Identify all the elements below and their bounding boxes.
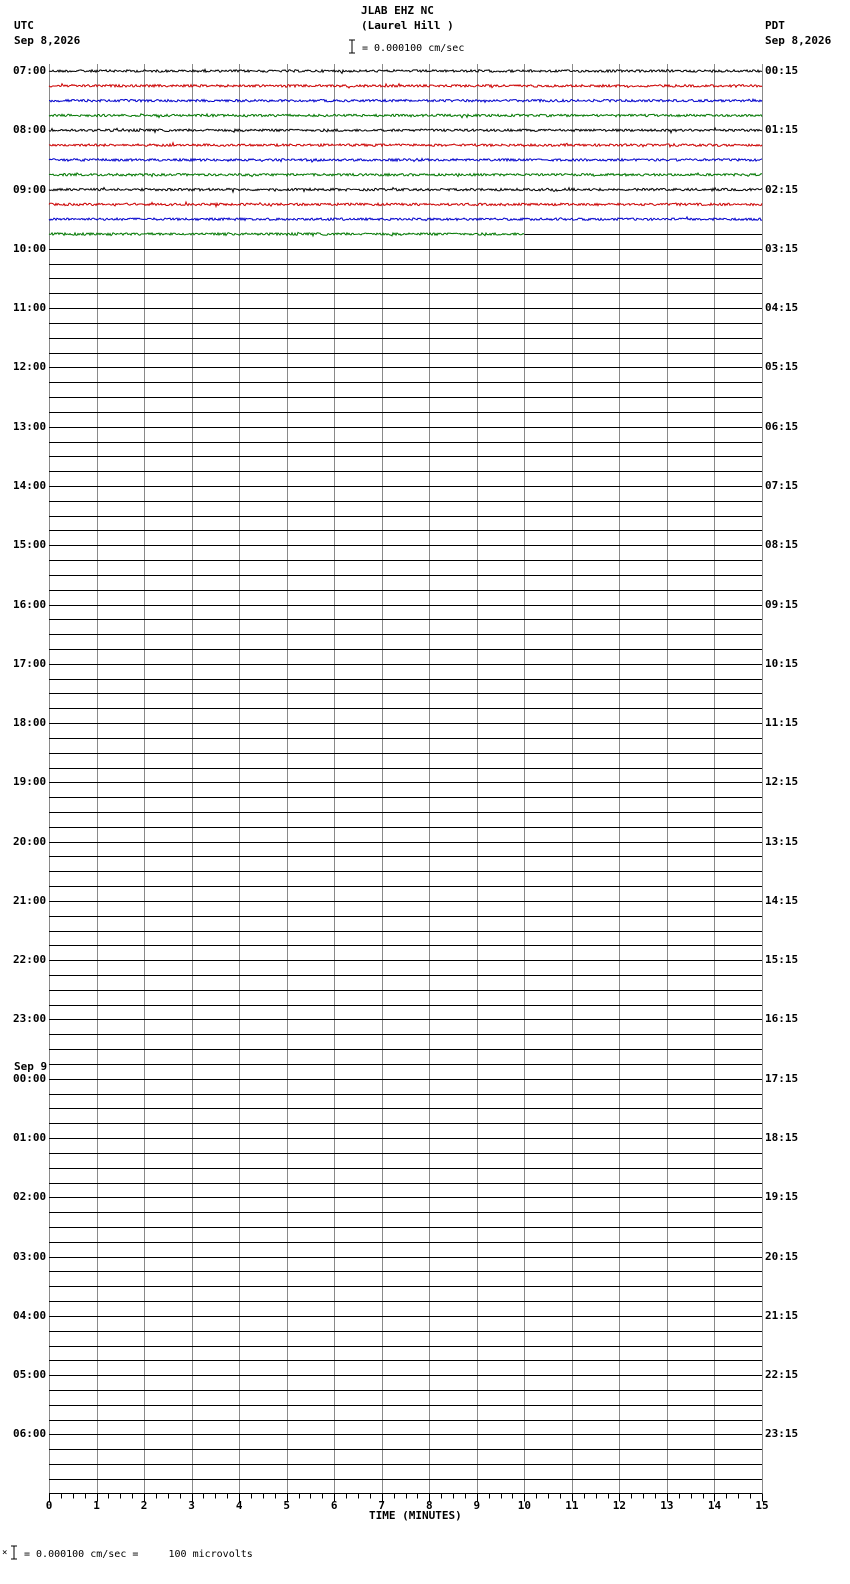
footer-marker-icon: × [2, 1548, 8, 1558]
left-timezone: UTC [14, 19, 34, 32]
utc-hour-label: 23:00 [13, 1012, 47, 1025]
utc-hour-label: 12:00 [13, 360, 47, 373]
pdt-hour-label: 22:15 [765, 1368, 799, 1381]
x-tick-label: 15 [755, 1499, 769, 1512]
left-date: Sep 8,2026 [14, 34, 81, 47]
utc-hour-label: 09:00 [13, 183, 47, 196]
utc-hour-label: 05:00 [13, 1368, 47, 1381]
pdt-hour-label: 07:15 [765, 479, 799, 492]
utc-hour-label: 04:00 [13, 1309, 47, 1322]
pdt-hour-label: 06:15 [765, 420, 799, 433]
utc-hour-label: 17:00 [13, 657, 47, 670]
seismic-trace [49, 143, 762, 147]
right-date: Sep 8,2026 [765, 34, 832, 47]
station-title: JLAB EHZ NC [361, 4, 434, 17]
utc-hour-label: 00:00 [13, 1072, 47, 1085]
footer-scale-bar-icon [10, 1545, 18, 1561]
pdt-hour-label: 23:15 [765, 1427, 799, 1440]
pdt-hour-label: 04:15 [765, 301, 799, 314]
pdt-hour-label: 21:15 [765, 1309, 799, 1322]
utc-hour-label: 18:00 [13, 716, 47, 729]
x-tick-label: 13 [660, 1499, 674, 1512]
x-tick-label: 5 [283, 1499, 290, 1512]
pdt-hour-label: 20:15 [765, 1250, 799, 1263]
scale-label: = 0.000100 cm/sec [362, 43, 465, 54]
seismic-trace [49, 128, 762, 133]
pdt-hour-label: 14:15 [765, 894, 799, 907]
utc-hour-label: 13:00 [13, 420, 47, 433]
pdt-hour-label: 18:15 [765, 1131, 799, 1144]
utc-hour-label: 07:00 [13, 64, 47, 77]
seismic-trace [49, 114, 762, 118]
utc-hour-label: 15:00 [13, 538, 47, 551]
x-tick-label: 1 [93, 1499, 100, 1512]
x-tick-label: 14 [707, 1499, 722, 1512]
utc-hour-label: 16:00 [13, 598, 47, 611]
utc-hour-label: 03:00 [13, 1250, 47, 1263]
pdt-hour-label: 10:15 [765, 657, 799, 670]
seismic-trace [49, 84, 762, 88]
seismic-trace [49, 99, 762, 102]
x-tick-label: 4 [235, 1499, 243, 1512]
pdt-hour-label: 17:15 [765, 1072, 799, 1085]
utc-hour-label: 22:00 [13, 953, 47, 966]
utc-hour-label: 14:00 [13, 479, 47, 492]
day-change-label: Sep 9 [14, 1060, 48, 1073]
seismic-trace [49, 69, 762, 73]
pdt-hour-label: 16:15 [765, 1012, 799, 1025]
footer-scale-note: = 0.000100 cm/sec = 100 microvolts [24, 1549, 253, 1560]
seismic-trace [49, 202, 762, 207]
pdt-hour-label: 01:15 [765, 123, 799, 136]
pdt-hour-label: 03:15 [765, 242, 799, 255]
utc-hour-label: 02:00 [13, 1190, 47, 1203]
site-subtitle: (Laurel Hill ) [361, 19, 454, 32]
utc-hour-label: 10:00 [13, 242, 47, 255]
x-tick-label: 2 [140, 1499, 148, 1512]
pdt-hour-label: 00:15 [765, 64, 799, 77]
x-tick-label: 3 [188, 1499, 195, 1512]
pdt-hour-label: 15:15 [765, 953, 799, 966]
x-tick-label: 10 [517, 1499, 531, 1512]
x-tick-label: 12 [612, 1499, 627, 1512]
x-axis-title: TIME (MINUTES) [369, 1509, 462, 1522]
x-tick-label: 7 [378, 1499, 386, 1512]
x-tick-label: 8 [425, 1499, 433, 1512]
utc-hour-label: 08:00 [13, 123, 47, 136]
seismic-trace [49, 188, 762, 193]
pdt-hour-label: 11:15 [765, 716, 799, 729]
pdt-hour-label: 05:15 [765, 360, 799, 373]
pdt-hour-label: 09:15 [765, 598, 799, 611]
utc-hour-label: 21:00 [13, 894, 47, 907]
seismic-trace [49, 217, 762, 221]
utc-hour-label: 20:00 [13, 835, 47, 848]
pdt-hour-label: 12:15 [765, 775, 799, 788]
utc-hour-label: 06:00 [13, 1427, 47, 1440]
pdt-hour-label: 08:15 [765, 538, 799, 551]
pdt-hour-label: 19:15 [765, 1190, 799, 1203]
utc-hour-label: 19:00 [13, 775, 47, 788]
pdt-hour-label: 13:15 [765, 835, 799, 848]
x-tick-label: 9 [473, 1499, 481, 1512]
seismic-trace [49, 173, 762, 177]
pdt-hour-label: 02:15 [765, 183, 799, 196]
x-tick-label: 0 [45, 1499, 53, 1512]
x-tick-label: 11 [565, 1499, 579, 1512]
utc-hour-label: 11:00 [13, 301, 47, 314]
seismic-trace [49, 232, 524, 236]
x-tick-label: 6 [330, 1499, 338, 1512]
utc-hour-label: 01:00 [13, 1131, 47, 1144]
right-timezone: PDT [765, 19, 785, 32]
seismic-trace [49, 159, 762, 163]
